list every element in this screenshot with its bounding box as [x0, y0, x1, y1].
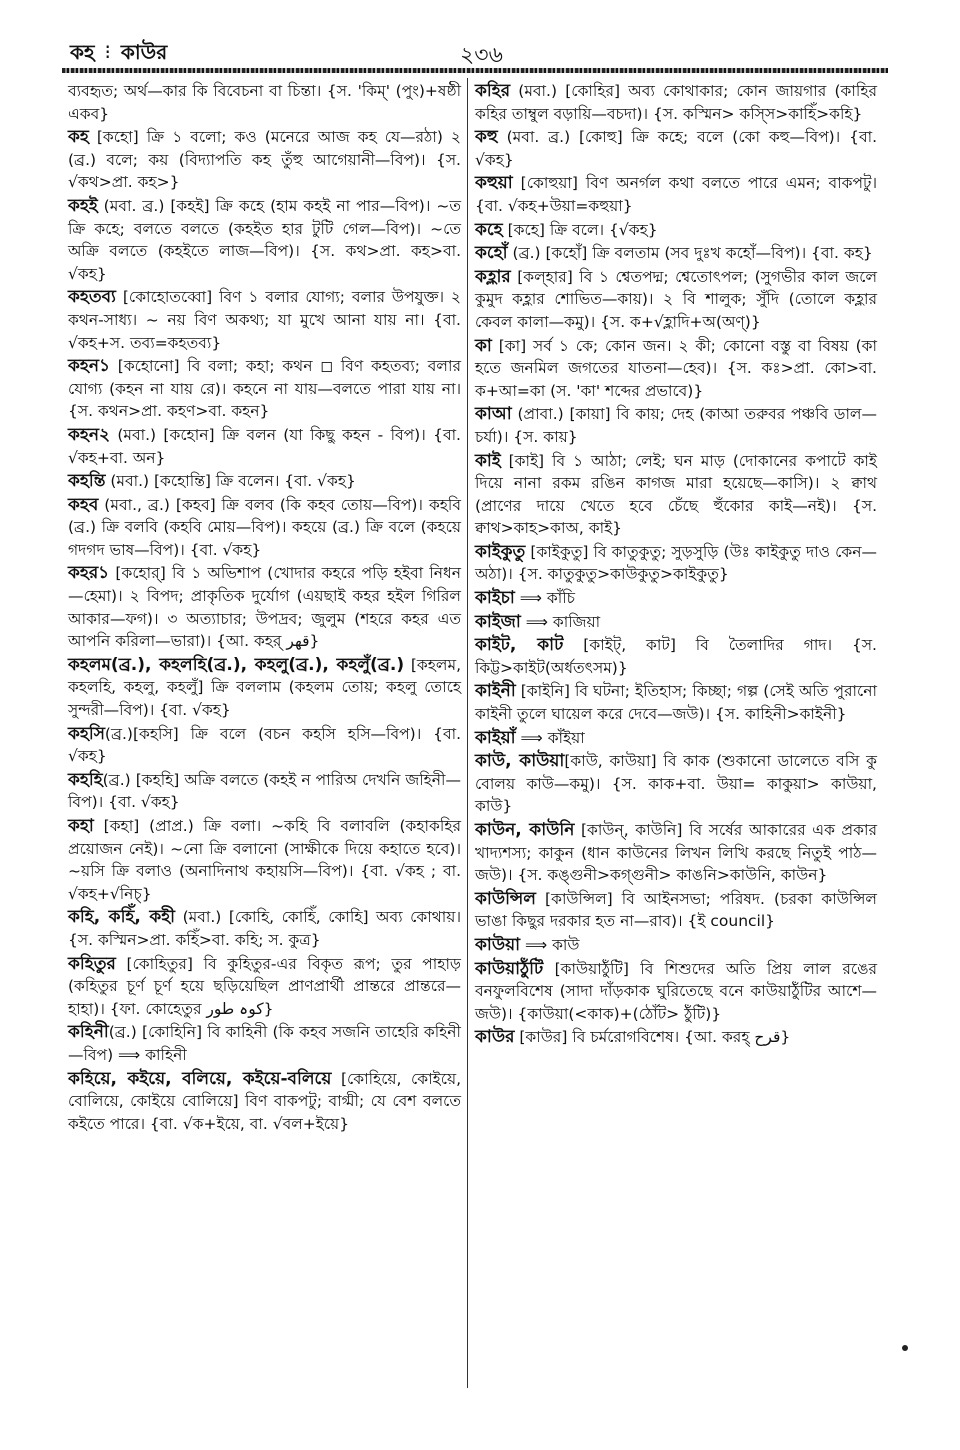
- entry-headword: কাইজা: [475, 611, 521, 632]
- entry-definition: [কাইকুতু] বি কাতুকুতু; সুড়সুড়ি (উঃ কাইকুতু দাও কেন—অঠা)। {স. কাতুকুতু>কাউকুতু>কাইকুতু}: [475, 542, 877, 584]
- entry-headword: কহিয়ে, কইয়ে, বলিয়ে, কইয়ে-বলিয়ে: [68, 1068, 332, 1089]
- entry-definition: ⟹ কাঁচি: [514, 589, 575, 608]
- entry-definition: [কহোনো] বি বলা; কহা; কথন ◻ বিণ কহতব্য; বলার যোগ্য (কহন না যায় রে)। কহনে না যায়—বলতে পারা যায় না। {স. কথন>প্রা. কহণ>বা. কহন}: [68, 357, 461, 421]
- entry-definition: (প্রাবা.) [কায়া] বি কায়; দেহ (কাআ তরুবর পঞ্চবি ডাল—চর্যা)। {স. কায়}: [475, 405, 877, 446]
- dictionary-entry: [68, 126, 461, 194]
- entry-definition: [কোহুয়া] বিণ অনর্গল কথা বলতে পারে এমন; বাকপটু। {বা. √কহ+উয়া=কহুয়া}: [475, 174, 877, 215]
- dictionary-entry: [475, 750, 877, 818]
- entry-headword: কহ্লার: [475, 266, 511, 287]
- entry-definition: (মবা. ব্র.) [কোহু] ক্রি কহে; বলে (কো কহু—বিপ)। {বা. √কহ}: [475, 128, 877, 169]
- entry-definition: ⟹ কাউ: [520, 935, 580, 954]
- entry-definition: [কা] সর্ব ১ কে; কোন জন। ২ কী; কোনো বস্তু বা বিষয় (কা হতে জনমিল জগতের যাতনা—হেব)। {স. কঃ>প্রা. কো>বা. ক+আ=কা (স. 'কা' শব্দের প্রভাবে)}: [475, 336, 877, 400]
- entry-definition: [কোহোতব্বো] বিণ ১ বলার যোগ্য; বলার উপযুক্ত। ২ কথন-সাধ্য। ~ নয় বিণ অকথ্য; যা মুখে আনা যায় না। {বা. √কহ+স. তব্য=কহতব্য}: [68, 288, 461, 352]
- entry-definition: (মবা.) [কহোন] ক্রি বলন (যা কিছু কহন - বিপ)। {বা. √কহ+বা. অন}: [68, 425, 461, 467]
- entry-headword: কাউ, কাউয়া: [475, 751, 565, 772]
- entry-definition: [কাই] বি ১ আঠা; লেই; ঘন মাড় (দোকানের কপাটে কাই দিয়ে নানা রকম রঙিন কাগজ মারা হয়েছে—কাসি)। ২ ক্বাথ (প্রাণের দায়ে খেতে হবে চেঁছে হুঁকোর কাই—নই)। {স. ক্বাথ>কাহ>কাঅ, কাই}: [475, 451, 877, 538]
- page-header: [70, 30, 890, 66]
- entry-definition: [কোহিতুর] বি কুহিতুর-এর বিকৃত রূপ; তুর পাহাড় (কহিতুর চূর্ণ চূর্ণ হয়ে ছড়িয়েছিল প্রাণপ্রার্থী প্রান্তরে প্রান্তরে—হাহা)। {ফা. কোহেতুর کوہ طور}: [68, 954, 461, 1018]
- entry-headword: কহন২: [68, 424, 111, 445]
- entry-definition: [কোহিয়ে, কোইয়ে, বোলিয়ে, কোইয়ে বোলিয়ে] বিণ বাকপটু; বাগ্মী; যে বেশ বলতে কইতে পারে। {বা. √ক+ইয়ে, বা. √বল+ইয়ে}: [68, 1069, 461, 1133]
- entry-definition: [কাউর] বি চর্মরোগবিশেষ। {আ. করহ্ قرح}: [514, 1028, 791, 1047]
- entry-headword: কাউর: [475, 1027, 515, 1048]
- dictionary-entry: [68, 562, 461, 652]
- entry-headword: কহহি: [68, 769, 103, 790]
- entry-headword: কহন্তি: [68, 471, 106, 492]
- dictionary-entry: [475, 403, 877, 448]
- entry-definition: (মবা. ব্র.) [কহই] ক্রি কহে (হাম কহই না পার—বিপ)। ~ত ক্রি কহে; বলতে বলতে (কহইত হার টুটি গেল—বিপ)। ~তে অক্রি বলতে (কহইতে লাজ—বিপ)। {স. কথ>প্রা. কহ>বা. √কহ}: [68, 196, 461, 283]
- dictionary-entry: [475, 680, 877, 725]
- dictionary-entry: [68, 1021, 461, 1066]
- header-rule: [62, 68, 888, 73]
- entry-headword: কহি, কহিঁ, কহী: [68, 907, 176, 928]
- entry-definition: (ব্র.) [কোহিনি] বি কাহিনী (কি কহব সজনি তাহেরি কহিনী—বিপ) ⟹ কাহিনী: [68, 1023, 461, 1064]
- entry-headword: কহিতুর: [68, 953, 116, 974]
- entry-definition: [কহোর্] বি ১ অভিশাপ (খোদার কহরে পড়ি হইবা নিধন—হেমা)। ২ বিপদ; প্রাকৃতিক দুর্যোগ (এয়ছাই কহর হইল গিরিল আকার—ফগ)। ৩ অত্যাচার; উপদ্রব; জুলুম (শহরে কহর এত আপনি করিলা—ভারা)। {আ. কহর্ قهر}: [68, 564, 461, 651]
- entry-headword: কহুয়া: [475, 173, 513, 194]
- entry-headword: কাইনী: [475, 681, 516, 702]
- entry-headword: কাইচা: [475, 588, 515, 609]
- dictionary-entry: [475, 242, 877, 265]
- entry-definition: [কাউন্সিল] বি আইনসভা; পরিষদ. (চরকা কাউন্সিল ভাঙা কিছুর দরকার হত না—রাব)। {ই council}: [475, 889, 877, 931]
- dictionary-entry: [68, 80, 461, 125]
- entry-headword: কহসি: [68, 723, 105, 744]
- entry-headword: কহর১: [68, 563, 110, 584]
- dictionary-entry: [475, 126, 877, 171]
- guide-word-separator: ⁝: [104, 40, 111, 64]
- page-number: ২৩৬: [460, 43, 503, 68]
- right-column: [475, 80, 877, 1049]
- left-column: [68, 80, 461, 1135]
- page-speck: [902, 1345, 908, 1351]
- entry-definition: [কল্হার] বি ১ শ্বেতপদ্ম; শ্বেতোৎপল; (সুগভীর কাল জলে কুমুদ কহ্লার শোভিত—কায়)। ২ বি শালুক; সুঁদি (তোলে কহ্লার কেবল কালা—কমু)। {স. ক+√হ্লাদি+অ(অণ্)}: [475, 267, 877, 331]
- entry-definition: (মবা.) [কোহির] অব্য কোথাকার; কোন জায়গার (কাহির কহির তাম্বুল বড়ায়ি—বচদা)। {স. কস্মিন> কস্সি>কাহিঁ>কহি}: [475, 82, 877, 123]
- entry-headword: কহই: [68, 195, 98, 216]
- entry-headword: কাই: [475, 450, 501, 471]
- entry-definition: ব্যবহৃত; অর্থ—কার কি বিবেচনা বা চিন্তা। {স. 'কিম্' (পুং)+ষষ্ঠী একব}: [68, 82, 461, 123]
- dictionary-entry: [68, 769, 461, 814]
- entry-definition: (ব্র.) [কহোঁ] ক্রি বলতাম (সব দুঃখ কহোঁ—বিপ)। {বা. কহ}: [507, 244, 873, 263]
- entry-definition: ⟹ কাঁইয়া: [515, 728, 585, 747]
- dictionary-entry: [475, 819, 877, 887]
- entry-headword: কাইকুতু: [475, 541, 526, 562]
- entry-definition: [কহা] (প্রাপ্র.) ক্রি বলা। ~কহি বি বলাবলি (কহাকহির প্রয়োজন নেই)। ~নো ক্রি বলানো (সাক্ষীকে দিয়ে কহাতে হবে)। ~য়সি ক্রি বলাও (অনাদিনাথ কহায়সি—বিপ)। {বা. √কহ ; বা. √কহ+√নিচ্}: [68, 817, 461, 903]
- dictionary-entry: [475, 266, 877, 334]
- entry-definition: (ব্র.)[কহসি] ক্রি বলে (বচন কহসি হসি—বিপ)। {বা. √কহ}: [68, 724, 461, 766]
- entry-headword: কহে: [475, 219, 503, 240]
- entry-headword: কা: [475, 335, 492, 356]
- entry-headword: কহতব্য: [68, 287, 116, 308]
- entry-headword: কহিনী: [68, 1022, 109, 1043]
- entry-headword: কহব: [68, 494, 99, 515]
- entry-definition: [কহো] ক্রি ১ বলো; কও (মনেরে আজ কহ যে—রঠা) ২ (ব্র.) বলে; কয় (বিদ্যাপতি কহ তুঁহু আগেয়ানী—বিপ)। {স. √কথ>প্রা. কহ>}: [68, 128, 461, 192]
- entry-definition: (মবা.) [কোহি, কোহিঁ, কোহি] অব্য কোথায়। {স. কস্মিন>প্রা. কহিঁ>বা. কহি; স. কুত্র}: [68, 908, 461, 949]
- dictionary-entry: [475, 80, 877, 125]
- dictionary-entry: [68, 815, 461, 905]
- entry-definition: (মবা., ব্র.) [কহব] ক্রি বলব (কি কহব তোয়—বিপ)। কহবি (ব্র.) ক্রি বলবি (কহবি মোয়—বিপ)। কহয়ে (ব্র.) ক্রি বলে (কহয়ে গদগদ ভাষ—বিপ)। {বা. √কহ}: [68, 495, 461, 559]
- entry-headword: কাউয়াঠুঁটি: [475, 958, 544, 979]
- dictionary-entry: [475, 888, 877, 933]
- dictionary-entry: [475, 934, 877, 957]
- entry-headword: কহা: [68, 816, 94, 836]
- entry-headword: কাআ: [475, 404, 512, 425]
- entry-headword: কহু: [475, 127, 498, 148]
- dictionary-entry: [68, 195, 461, 285]
- dictionary-entry: [475, 958, 877, 1026]
- entry-headword: কাউন্সিল: [475, 888, 536, 909]
- entry-definition: (মবা.) [কহোন্তি] ক্রি বলেন। {বা. √কহ}: [105, 472, 356, 491]
- entry-headword: কাউন, কাউনি: [475, 820, 575, 840]
- guide-word-last: কাউর: [120, 40, 168, 64]
- dictionary-entry: [475, 172, 877, 217]
- entry-definition: [কহলম, কহলহি, কহলু, কহলুঁ] ক্রি বললাম (কহলম তোয়; কহলু তোহে সুন্দরী—বিপ)। {বা. √কহ}: [68, 655, 462, 720]
- entry-definition: [কাইনি] বি ঘটনা; ইতিহাস; কিচ্ছা; গল্প (সেই অতি পুরানো কাইনী তুলে ঘায়েল করে দেবে—জউ)। {স. কাহিনী>কাইনী}: [475, 682, 877, 724]
- dictionary-entry: [475, 611, 877, 634]
- guide-words: [70, 38, 167, 71]
- entry-definition: [কাইট্, কাট] বি তৈলাদির গাদ। {স. কিট্ট>কাইট(অর্ধতৎসম)}: [475, 636, 877, 677]
- entry-definition: [কাউয়াঠুঁটি] বি শিশুদের অতি প্রিয় লাল রঙের বনফুলবিশেষ (সাদা দাঁড়কাক ঘুরিতেছে বনে কাউয়াঠুঁটির আশে—জউ)। {কাউয়া(<কাক)+(ঠোঁট> ঠুঁটি)}: [475, 959, 877, 1023]
- entry-definition: ⟹ কাজিয়া: [520, 612, 601, 631]
- dictionary-entry: [68, 953, 461, 1021]
- dictionary-entry: [68, 906, 461, 951]
- entry-headword: কহন১: [68, 356, 111, 377]
- entry-headword: কাইট, কাট: [475, 635, 564, 656]
- entry-definition: (ব্র.) [কহহি] অক্রি বলতে (কহই ন পারিঅ দেখনি জহিনী—বিপ)। {বা. √কহ}: [68, 770, 461, 812]
- dictionary-entry: [68, 470, 461, 493]
- dictionary-entry: [68, 424, 461, 469]
- entry-headword: কহোঁ: [475, 243, 508, 264]
- dictionary-entry: [68, 723, 461, 768]
- entry-headword: কহ: [68, 127, 89, 148]
- dictionary-entry: [68, 286, 461, 354]
- dictionary-entry: [475, 219, 877, 242]
- entry-headword: কহির: [475, 81, 511, 101]
- dictionary-entry: [68, 355, 461, 423]
- dictionary-entry: [475, 541, 877, 586]
- dictionary-entry: [68, 1068, 461, 1136]
- dictionary-entry: [475, 727, 877, 750]
- dictionary-entry: [475, 587, 877, 610]
- column-divider: [467, 78, 468, 1388]
- entry-definition: [কাউন্, কাউনি] বি সর্ষের আকারের এক প্রকার খাদ্যশস্য; কাকুন (ধান কাউনের লিখন লিখি করছে নিতুই পাঠ—জউ)। {স. কঙ্গুনী>কগ্গুনী> কাঙনি>কাউনি, কাউন}: [475, 821, 877, 885]
- entry-definition: [কহে] ক্রি বলে। {√কহ}: [502, 220, 658, 239]
- entry-headword: কহলম(ব্র.), কহলহি(ব্র.), কহলু(ব্র.), কহলুঁ(ব্র.): [68, 654, 405, 675]
- dictionary-entry: [475, 634, 877, 679]
- dictionary-entry: [475, 450, 877, 540]
- guide-word-first: কহ: [70, 40, 95, 64]
- dictionary-entry: [475, 335, 877, 403]
- dictionary-entry: [68, 494, 461, 562]
- dictionary-entry: [68, 654, 461, 722]
- entry-headword: কাইয়াঁ: [475, 727, 516, 748]
- dictionary-entry: [475, 1026, 877, 1049]
- entry-headword: কাউয়া: [475, 934, 521, 955]
- entry-definition: [কাউ, কাউয়া] বি কাক (শুকানো ডালেতে বসি কু বোলয় কাউ—কমু)। {স. কাক+বা. উয়া= কাকুয়া> কাউয়া, কাউ}: [475, 752, 878, 816]
